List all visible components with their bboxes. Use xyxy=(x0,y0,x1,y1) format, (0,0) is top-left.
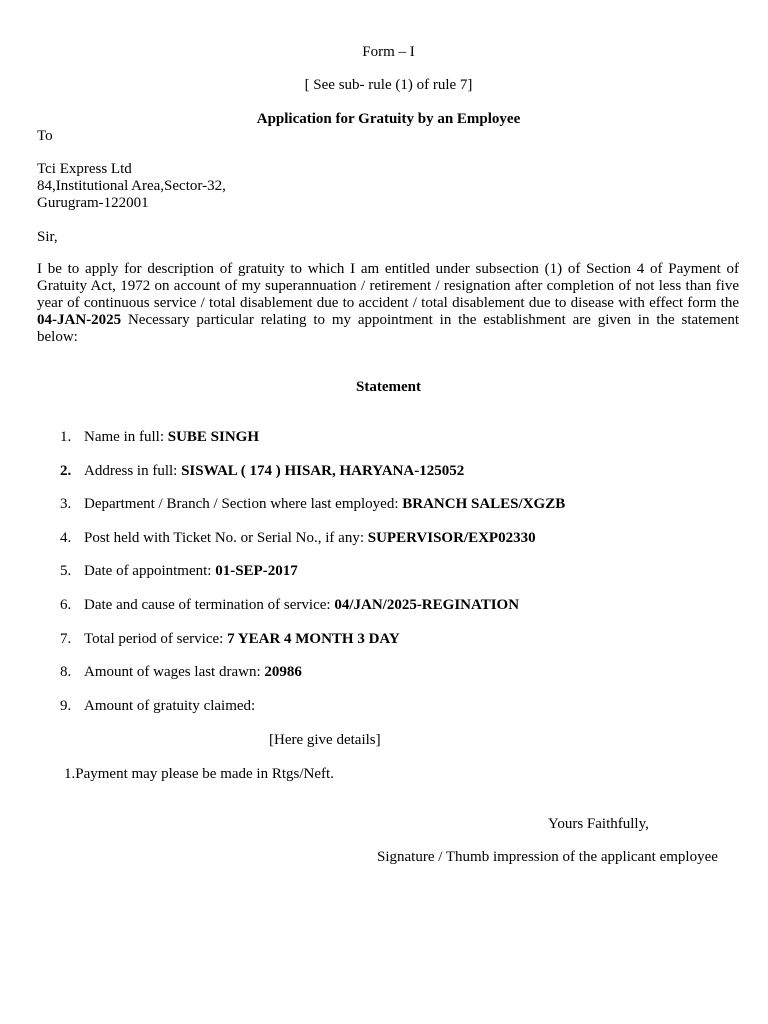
rule-reference: [ See sub- rule (1) of rule 7] xyxy=(304,77,473,93)
details-note: [Here give details] xyxy=(269,732,381,748)
item-number: 3. xyxy=(60,496,72,513)
item-value: 20986 xyxy=(264,664,302,681)
paragraph-text-after: Necessary particular relating to my appointment in the establishment are given in the statement below: xyxy=(37,312,739,345)
item-value: 01-SEP-2017 xyxy=(215,563,298,580)
item-number: 2. xyxy=(60,462,72,479)
statement-item xyxy=(60,698,565,732)
statement-title: Statement xyxy=(356,379,421,395)
item-number: 8. xyxy=(60,664,72,681)
item-number: 4. xyxy=(60,529,72,546)
item-value: 7 YEAR 4 MONTH 3 DAY xyxy=(227,630,400,647)
item-value: SUBE SINGH xyxy=(167,429,260,445)
statement-item xyxy=(60,429,565,463)
statement-item xyxy=(60,631,565,665)
item-label: Name in full: xyxy=(84,429,168,445)
item-number: 1. xyxy=(60,429,72,445)
form-heading: Application for Gratuity by an Employee xyxy=(256,111,521,127)
item-number: 7. xyxy=(60,630,72,647)
item-number: 5. xyxy=(60,563,72,580)
item-label: Date of appointment: xyxy=(84,563,216,580)
statement-item xyxy=(60,597,565,631)
signature-line: Signature / Thumb impression of the applicant employee xyxy=(377,849,718,865)
addressee-address-line1: 84,Institutional Area,Sector-32, xyxy=(37,178,226,194)
item-label: Amount of wages last drawn: xyxy=(84,664,265,681)
item-value: BRANCH SALES/XGZB xyxy=(402,496,566,513)
item-number: 9. xyxy=(60,697,72,714)
item-label: Total period of service: xyxy=(84,630,228,647)
item-value: SISWAL ( 174 ) HISAR, HARYANA-125052 xyxy=(181,462,465,479)
statement-item xyxy=(60,463,565,497)
statement-item xyxy=(60,664,565,698)
statement-item xyxy=(60,563,565,597)
item-label: Address in full: xyxy=(84,462,182,479)
addressee-company: Tci Express Ltd xyxy=(37,161,132,177)
application-paragraph xyxy=(37,261,739,346)
addressee-to: To xyxy=(37,128,53,144)
paragraph-text-before: I be to apply for description of gratuity to which I am entitled under subsection (1) of Section 4 of Payment of Gratuity Act, 1972 on account of my superannuation / retirement / resignation after completion of not less than five year of continuous service / total disablement due to accident / total disablement due to disease with effect form the xyxy=(37,261,739,311)
statement-list xyxy=(60,429,565,731)
item-value: 04/JAN/2025-REGINATION xyxy=(334,596,520,613)
statement-item xyxy=(60,496,565,530)
item-label: Post held with Ticket No. or Serial No., if any: xyxy=(84,529,368,546)
item-value: SUPERVISOR/EXP02330 xyxy=(367,529,536,546)
closing-yours-faithfully: Yours Faithfully, xyxy=(548,816,649,832)
item-number: 6. xyxy=(60,596,72,613)
form-title: Form – I xyxy=(362,44,415,60)
item-label: Amount of gratuity claimed: xyxy=(84,697,256,714)
addressee-address-line2: Gurugram-122001 xyxy=(37,195,149,211)
item-label: Department / Branch / Section where last employed: xyxy=(84,496,403,513)
effective-date: 04-JAN-2025 xyxy=(37,312,122,328)
item-label: Date and cause of termination of service: xyxy=(84,596,335,613)
statement-item xyxy=(60,530,565,564)
salutation: Sir, xyxy=(37,229,58,245)
payment-note: 1.Payment may please be made in Rtgs/Neft. xyxy=(64,766,334,782)
